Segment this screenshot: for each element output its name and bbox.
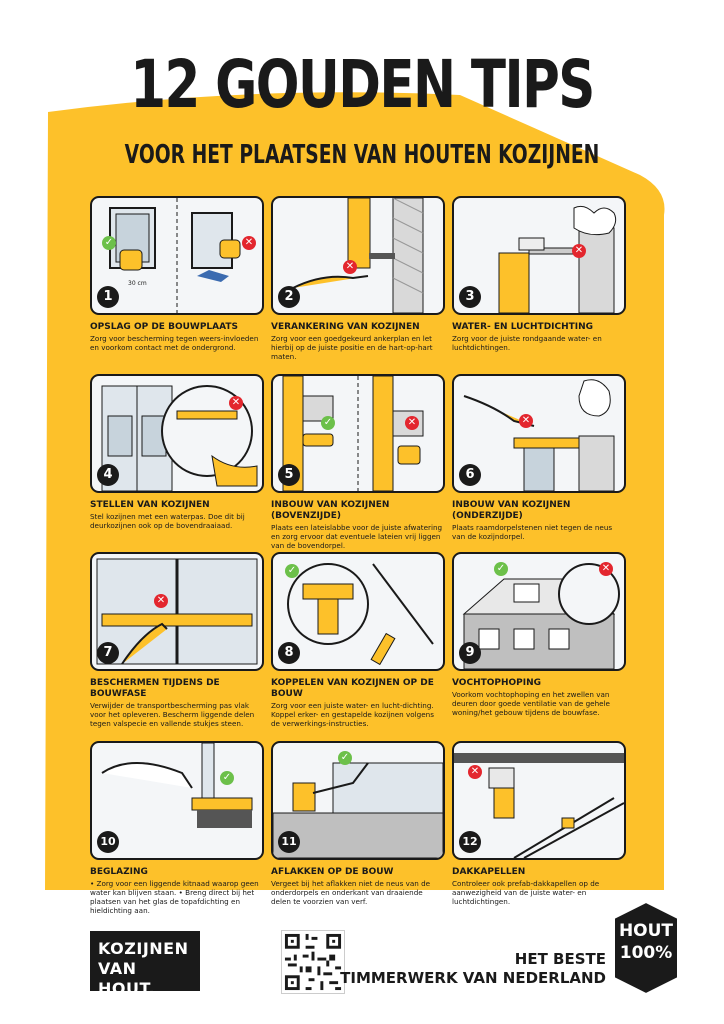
tip-number: 9 xyxy=(459,642,481,664)
tip-title: VERANKERING VAN KOZIJNEN xyxy=(271,322,420,332)
tip-5 xyxy=(271,374,443,550)
cross-icon: ✕ xyxy=(519,414,533,428)
check-icon: ✓ xyxy=(285,564,299,578)
tip-illustration xyxy=(90,552,264,671)
cross-icon: ✕ xyxy=(599,562,613,576)
tip-number: 11 xyxy=(278,831,300,853)
tip-number: 12 xyxy=(459,831,481,853)
logo-line1: KOZIJNEN xyxy=(98,939,189,958)
tip-illustration xyxy=(90,374,264,493)
hout-badge-text xyxy=(612,920,680,964)
check-icon: ✓ xyxy=(102,236,116,250)
tagline-line1: HET BESTE xyxy=(514,950,606,968)
tip-text: Stel kozijnen met een waterpas. Doe dit bij deurkozijnen ook op de bovendraaiaad. xyxy=(90,512,245,530)
tip-6 xyxy=(452,374,624,541)
tip-title: VOCHTOPHOPING xyxy=(452,678,542,688)
tip-illustration xyxy=(452,741,626,860)
tip-10 xyxy=(90,741,262,915)
tagline xyxy=(340,950,606,988)
cross-icon: ✕ xyxy=(405,416,419,430)
tip-text: Vergeet bij het aflakken niet de neus van de onderdorpels en onderkant van draaiende delen te voorzien van verf. xyxy=(271,879,431,906)
tip-illustration xyxy=(452,196,626,315)
tip-title: OPSLAG OP DE BOUWPLAATS xyxy=(90,322,239,332)
tip-2 xyxy=(271,196,443,361)
cross-icon: ✕ xyxy=(343,260,357,274)
tip-text: • Zorg voor een liggende kitnaad waarop geen water kan blijven staan. • Breng direct bij het plaatsen van het glas de topafdichting en hieldichting aan. xyxy=(90,879,259,915)
tip-title: DAKKAPELLEN xyxy=(452,867,526,877)
tip-7 xyxy=(90,552,262,728)
tip-illustration xyxy=(271,741,445,860)
tip-number: 5 xyxy=(278,464,300,486)
tip-illustration xyxy=(452,552,626,671)
tip-4 xyxy=(90,374,262,530)
tip-number: 4 xyxy=(97,464,119,486)
tip-text: Plaats raamdorpelstenen niet tegen de neus van de kozijndorpel. xyxy=(452,523,613,541)
tip-number: 8 xyxy=(278,642,300,664)
distance-label: 30 cm xyxy=(128,280,147,287)
tip-title: INBOUW VAN KOZIJNEN (BOVENZIJDE) xyxy=(271,500,390,521)
badge-line2: 100% xyxy=(619,943,673,963)
tip-illustration xyxy=(90,196,264,315)
qr-code[interactable] xyxy=(281,930,345,994)
tip-text: Verwijder de transportbescherming pas vlak voor het opleveren. Bescherm liggende delen tegen valspecie en vallende stukjes steen. xyxy=(90,701,255,728)
tip-number: 6 xyxy=(459,464,481,486)
tip-number: 7 xyxy=(97,642,119,664)
tip-1 xyxy=(90,196,262,352)
tip-illustration xyxy=(271,196,445,315)
tip-number: 2 xyxy=(278,286,300,308)
tip-number: 3 xyxy=(459,286,481,308)
tip-text: Zorg voor de juiste rondgaande water- en luchtdichtingen. xyxy=(452,334,602,352)
tip-text: Controleer ook prefab-dakkapellen op de aanwezigheid van de juiste water- en luchtdichtingen. xyxy=(452,879,600,906)
cross-icon: ✕ xyxy=(229,396,243,410)
tip-12 xyxy=(452,741,624,906)
tip-title: INBOUW VAN KOZIJNEN (ONDERZIJDE) xyxy=(452,500,571,521)
check-icon: ✓ xyxy=(494,562,508,576)
cross-icon: ✕ xyxy=(572,244,586,258)
check-icon: ✓ xyxy=(220,771,234,785)
logo-line2: VAN HOUT. xyxy=(98,959,192,1001)
tip-title: STELLEN VAN KOZIJNEN xyxy=(90,500,210,510)
tip-number: 1 xyxy=(97,286,119,308)
tip-illustration xyxy=(271,552,445,671)
cross-icon: ✕ xyxy=(468,765,482,779)
check-icon: ✓ xyxy=(321,416,335,430)
tip-3 xyxy=(452,196,624,352)
tip-illustration xyxy=(452,374,626,493)
tip-8 xyxy=(271,552,443,728)
tip-11 xyxy=(271,741,443,906)
page-title: 12 GOUDEN TIPS xyxy=(130,46,594,123)
tip-text: Zorg voor een juiste water- en lucht-dichting. Koppel erker- en gestapelde kozijnen volgens de verwerkings-instructies. xyxy=(271,701,434,728)
tip-9 xyxy=(452,552,624,717)
cross-icon: ✕ xyxy=(242,236,256,250)
page-subtitle: VOOR HET PLAATSEN VAN HOUTEN KOZIJNEN xyxy=(124,140,600,170)
tip-number: 10 xyxy=(97,831,119,853)
tip-title: AFLAKKEN OP DE BOUW xyxy=(271,867,394,877)
tip-title: BESCHERMEN TIJDENS DE BOUWFASE xyxy=(90,678,220,699)
tip-title: BEGLAZING xyxy=(90,867,148,877)
tip-text: Zorg voor een goedgekeurd ankerplan en let hierbij op de juiste positie en de hart-op-hart maten. xyxy=(271,334,433,361)
tip-text: Voorkom vochtophoping en het zwellen van deuren door goede ventilatie van de gehele woning/het gebouw tijdens de bouwfase. xyxy=(452,690,610,717)
kozijnen-van-hout-logo xyxy=(90,931,200,998)
tip-illustration xyxy=(271,374,445,493)
check-icon: ✓ xyxy=(338,751,352,765)
tip-text: Plaats een lateislabbe voor de juiste afwatering en zorg ervoor dat eventuele lateien vrij liggen van de bovendorpel. xyxy=(271,523,443,550)
cross-icon: ✕ xyxy=(154,594,168,608)
tagline-line2: TIMMERWERK VAN NEDERLAND xyxy=(340,969,606,987)
tip-title: WATER- EN LUCHTDICHTING xyxy=(452,322,594,332)
tip-illustration xyxy=(90,741,264,860)
badge-line1: HOUT xyxy=(618,921,674,941)
tip-title: KOPPELEN VAN KOZIJNEN OP DE BOUW xyxy=(271,678,434,699)
tip-text: Zorg voor bescherming tegen weers-invloeden en voorkom contact met de ondergrond. xyxy=(90,334,259,352)
